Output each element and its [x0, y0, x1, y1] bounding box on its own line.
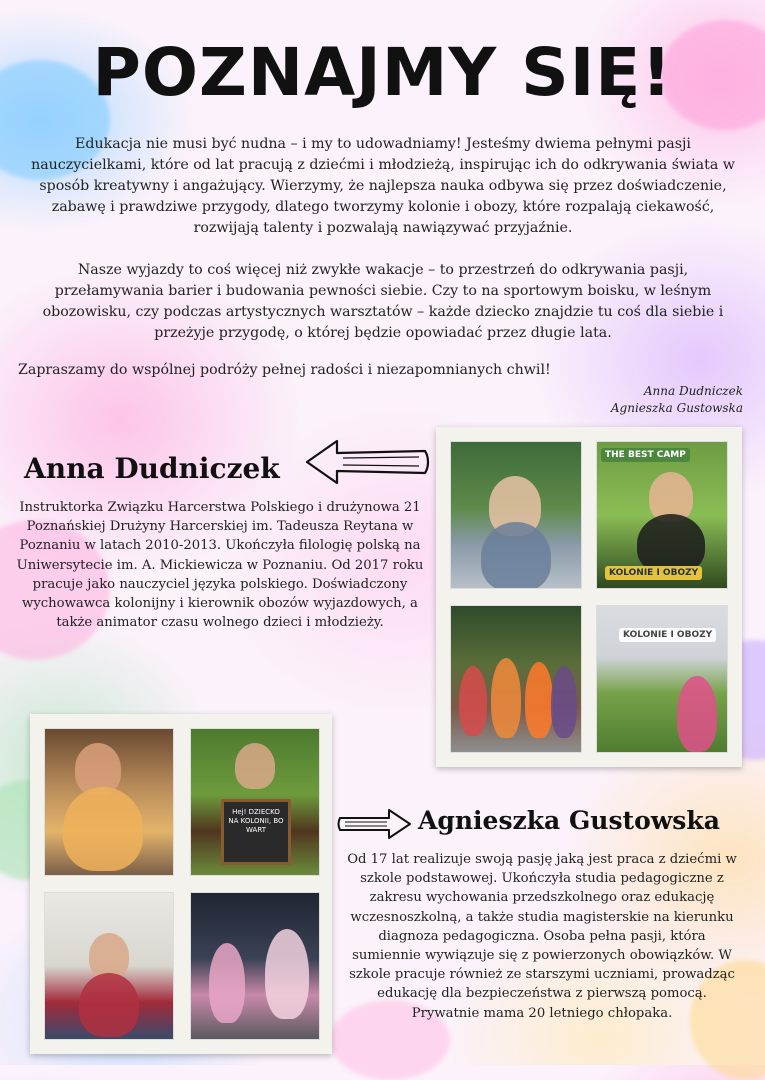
person1-name: Anna Dudniczek: [24, 452, 280, 485]
person-figure: [235, 743, 275, 789]
person1-bio: Instruktorka Związku Harcerstwa Polskiego i drużynowa 21 Poznańskiej Drużyny Harcerskiej im. Tadeusza Reytana w Poznaniu w latach 2010-2013. Ukończyła filologię polską na Uniwersytecie im. A. Mickiewicza w Poznaniu. Od 2017 roku pracuje jako nauczyciel języka polskiego. Doświadczony wychowawca kolonijny i kierownik obozów wyjazdowych, a także animator czasu wolnego dzieci i młodzieży.: [16, 500, 424, 631]
page-title: POZNAJMY SIĘ!: [92, 34, 673, 111]
person-figure: [79, 973, 139, 1037]
photo-group-kids: [450, 605, 582, 753]
person-figure: [491, 658, 521, 738]
photo-camp-sign: [596, 441, 728, 589]
person-figure: [525, 662, 553, 738]
person2-name: Agnieszka Gustowska: [418, 806, 720, 835]
person-figure: [481, 522, 551, 589]
person-figure: [637, 514, 705, 574]
photo-teacher-board: [190, 728, 320, 876]
tent-banner: KOLONIE I OBOZY: [619, 628, 716, 642]
invitation-text: Zapraszamy do wspólnej podróży pełnej radości i niezapomnianych chwil!: [18, 362, 551, 378]
person-figure: [677, 676, 717, 752]
photo-collage-2: [30, 714, 332, 1054]
intro-paragraph-1: Edukacja nie musi być nudna – i my to udowadniamy! Jesteśmy dwiema pełnymi pasji nauczycielkami, które od lat pracują z dziećmi i młodzieżą, inspirując ich do odkrywania świata w sposób kreatywny i angażujący. Wierzymy, że najlepsza nauka odbywa się przez doświadczenie, zabawę i prawdziwe przygody, dlatego tworzymy kolonie i obozy, które rozpalają ciekawość, rozwijają talenty i pozwalają nawiązywać przyjaźnie.: [31, 136, 735, 236]
intro-text: [28, 134, 738, 365]
photo-scout-portrait: [450, 441, 582, 589]
photo-tent-banner: [596, 605, 728, 753]
signature-name-2: Agnieszka Gustowska: [610, 401, 743, 415]
person-figure: [209, 943, 245, 1023]
intro-paragraph-2: Nasze wyjazdy to coś więcej niż zwykłe wakacje – to przestrzeń do odkrywania pasji, przełamywania barier i budowania pewności siebie. Czy to na sportowym boisku, w leśnym obozowisku, czy podczas artystycznych warsztatów – każde dziecko znajdzie tu coś dla siebie i przeżyje przygodę, o której będzie opowiadać przez długie lata.: [42, 262, 724, 341]
camp-sign-top: THE BEST CAMP: [601, 448, 690, 462]
arrow-left-icon: [303, 437, 431, 487]
photo-teacher-classroom: [44, 892, 174, 1040]
camp-sign-bottom: KOLONIE I OBOZY: [605, 566, 702, 580]
photo-kids-floor: [190, 892, 320, 1040]
person-figure: [63, 787, 143, 871]
person-figure: [459, 666, 487, 736]
photo-teacher-sitting: [44, 728, 174, 876]
person-figure: [265, 929, 309, 1019]
photo-collage-1: [436, 427, 742, 767]
arrow-right-icon: [337, 807, 413, 841]
person-figure: [551, 666, 577, 738]
person2-bio: Od 17 lat realizuje swoją pasję jaką jest praca z dziećmi w szkole podstawowej. Ukończyła studia pedagogiczne z zakresu wychowania przedszkolnego oraz edukację wczesnoszkolną, a także studia magisterskie na kierunku diagnoza pedagogiczna. Osoba pełna pasji, która sumiennie wywiązuje się z powierzonych obowiązków. W szkole pracuje również ze starszymi uczniami, prowadząc edukację dla bezpieczeństwa z pierwszą pomocą. Prywatnie mama 20 letniego chłopaka.: [347, 852, 737, 1021]
signature: [611, 383, 743, 417]
signature-name-1: Anna Dudniczek: [643, 384, 743, 398]
chalkboard: Hej! DZIECKO NA KOLONII, BO WART: [221, 799, 291, 865]
